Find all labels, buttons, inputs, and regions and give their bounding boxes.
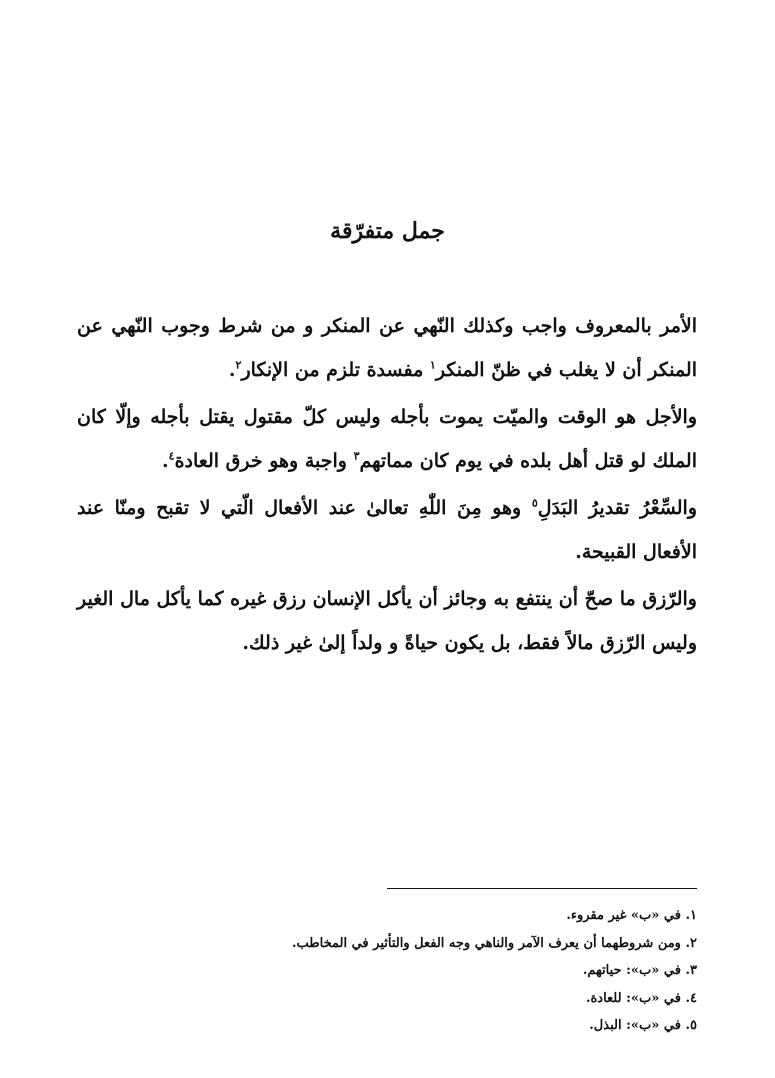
footnote-marker: ٤ (168, 449, 175, 463)
paragraph-text: الأمر بالمعروف واجب وكذلك النّهي عن المنكر و من شرط وجوب النّهي عن المنكر أن لا يغلب في ظنّ المنكر (77, 315, 697, 381)
footnotes (77, 902, 697, 1040)
footnote-5: ٥. في «ب»: البذل. (589, 1018, 697, 1033)
paragraph-sustenance (77, 578, 697, 665)
paragraph-text: . (228, 358, 236, 381)
footnote-separator (387, 888, 697, 889)
paragraph-price (77, 487, 697, 574)
paragraph-text: والسِّعْرُ تقديرُ البَدَلِ (537, 497, 697, 519)
footnote-1: ١. في «ب» غير مقروء. (566, 908, 697, 923)
footnote-marker: ٥ (531, 496, 538, 510)
footnote-marker: ٢ (235, 358, 242, 372)
paragraph-text: وهو مِنَ اللّٰهِ تعالىٰ عند الأفعال الّتي لا تقبح ومنّا عند الأفعال القبيحة. (77, 497, 697, 563)
paragraph-lifespan (77, 396, 697, 483)
footnote-4: ٤. في «ب»: للعادة. (585, 990, 697, 1006)
footnote-2: ٢. ومن شروطهما أن يعرف الآمر والناهي وجه الفعل والتأثير في المخاطب. (291, 935, 697, 951)
paragraph-text: والأجل هو الوقت والميّت يموت بأجله وليس كلّ مقتول يقتل بأجله وإلّا كان الملك لو قتل أهل بلده في يوم كان مماتهم (77, 406, 697, 472)
paragraph-text: . (162, 449, 169, 472)
footnote-marker: ٣ (353, 449, 360, 463)
footnote-3: ٣. في «ب»: حياتهم. (582, 963, 697, 978)
paragraph-enjoining-good (77, 305, 697, 392)
paragraph-text: مفسدة تلزم من الإنكار (241, 358, 430, 381)
footnote-marker: ١ (429, 358, 436, 372)
main-text (77, 305, 697, 669)
paragraph-text: والرّزق ما صحّ أن ينتفع به وجائز أن يأكل الإنسان رزق غيره كما يأكل مال الغير وليس الرّزق مالاً فقط، بل يكون حياةً و ولداً إلىٰ غير ذلك. (77, 588, 697, 654)
section-title: جمل متفرّقة (330, 218, 445, 244)
paragraph-text: واجبة وهو خرق العادة (174, 449, 354, 472)
